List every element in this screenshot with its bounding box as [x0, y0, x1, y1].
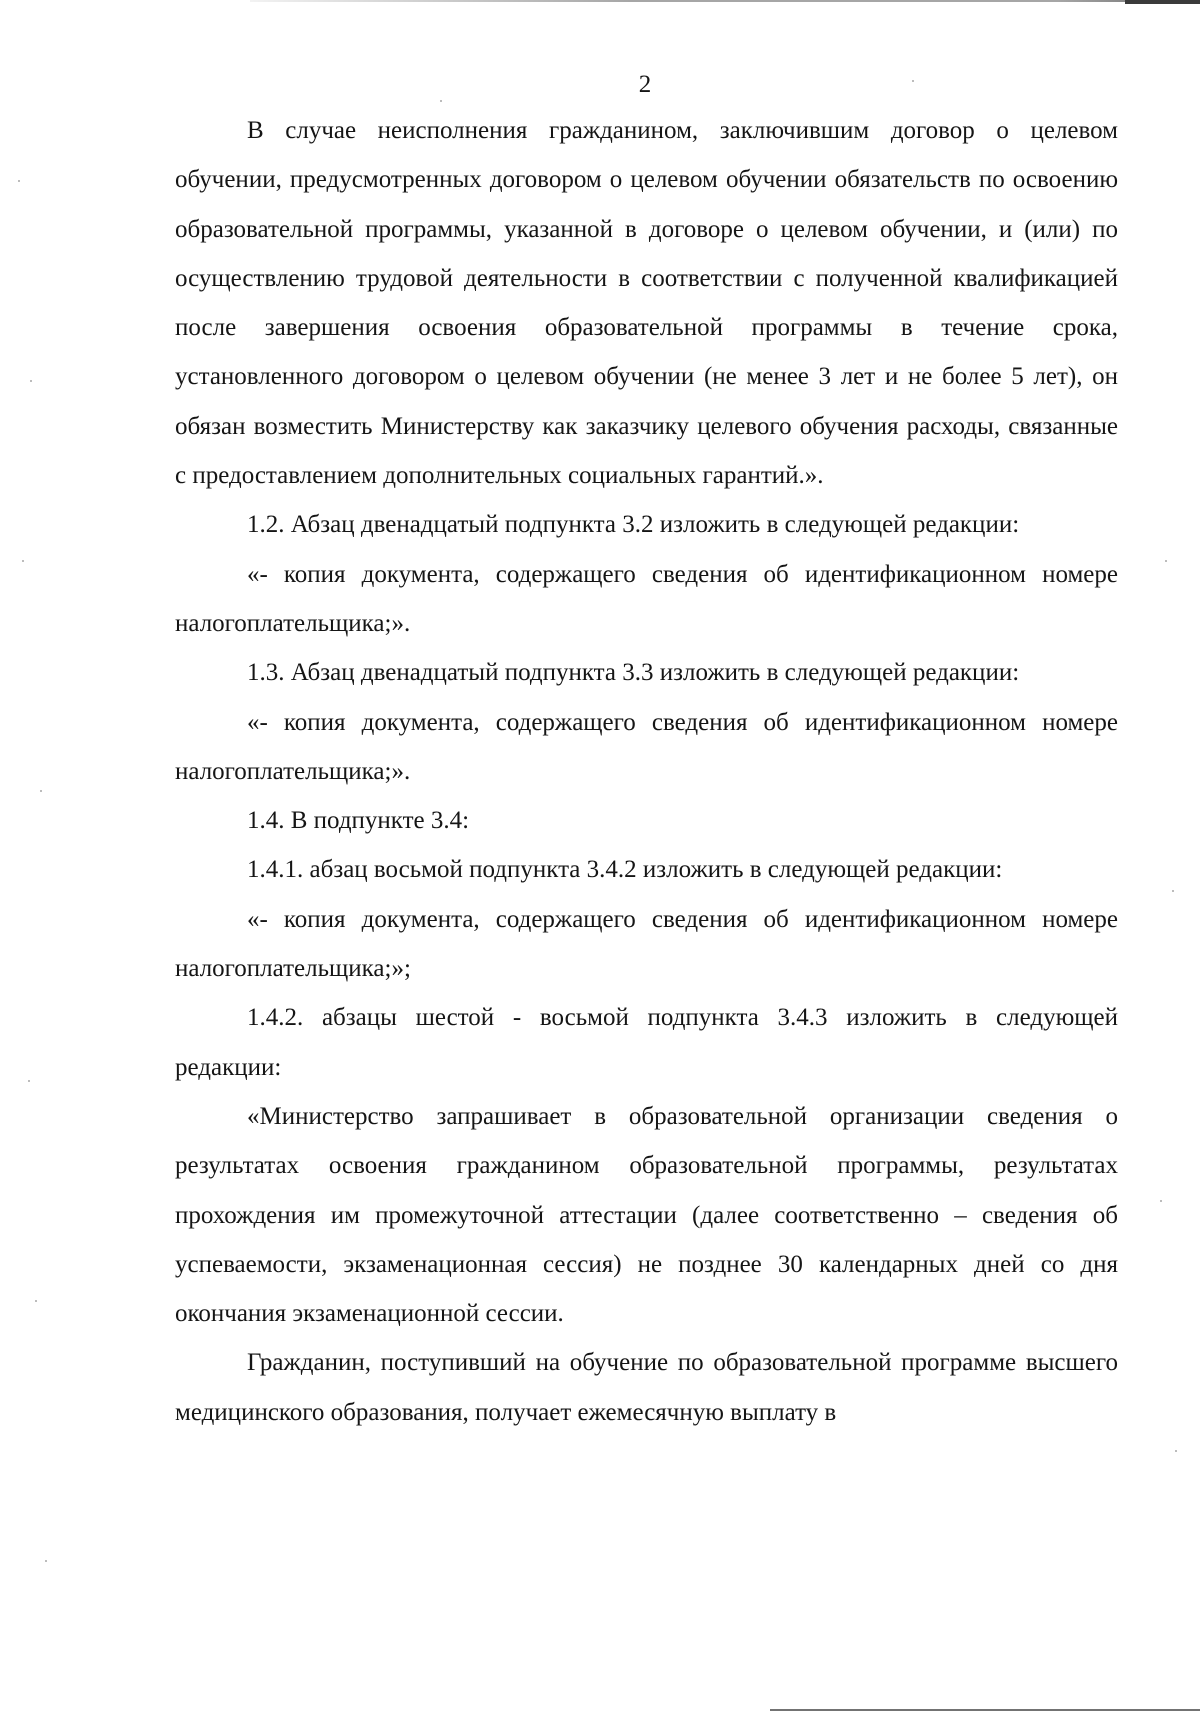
- page-number: 2: [638, 71, 652, 98]
- scan-speck: [30, 380, 32, 382]
- scan-speck: [40, 790, 42, 792]
- scan-speck: [1165, 560, 1167, 562]
- scan-top-edge: [250, 0, 1200, 2]
- paragraph: «Министерство запрашивает в образовательной организации сведения о результатах освоения гражданином образовательной программы, результатах прохождения им промежуточной аттестации (далее соответственно – сведения об успеваемости, экзаменационная сессия) не позднее 30 календарных дней со дня окончания экзаменационной сессии.: [175, 1102, 1118, 1328]
- paragraph: 1.4.2. абзацы шестой - восьмой подпункта 3.4.3 изложить в следующей редакции:: [175, 1004, 1118, 1081]
- scan-speck: [1172, 890, 1174, 892]
- paragraph: 1.2. Абзац двенадцатый подпункта 3.2 изложить в следующей редакции:: [247, 511, 1020, 539]
- scan-speck: [912, 80, 914, 82]
- paragraph: 1.3. Абзац двенадцатый подпункта 3.3 изложить в следующей редакции:: [247, 659, 1020, 687]
- scan-speck: [45, 1560, 47, 1562]
- scan-speck: [35, 1300, 37, 1302]
- paragraph: Гражданин, поступивший на обучение по образовательной программе высшего медицинского образования, получает ежемесячную выплату в: [175, 1349, 1118, 1426]
- scan-speck: [440, 100, 442, 102]
- paragraph: «- копия документа, содержащего сведения об идентификационном номере налогоплательщика;»;: [175, 905, 1118, 983]
- scan-corner-mark: [1125, 0, 1200, 4]
- scan-speck: [22, 560, 24, 562]
- scan-speck: [28, 1080, 30, 1082]
- scan-speck: [1160, 1200, 1162, 1202]
- paragraph: «- копия документа, содержащего сведения об идентификационном номере налогоплательщика;».: [175, 708, 1118, 785]
- scan-speck: [18, 180, 20, 182]
- paragraph: «- копия документа, содержащего сведения об идентификационном номере налогоплательщика;».: [175, 560, 1118, 637]
- document-body: [175, 106, 1118, 1437]
- paragraph: В случае неисполнения гражданином, заключившим договор о целевом обучении, предусмотренных договором о целевом обучении обязательств по освоению образовательной программы, указанной в договоре о целевом обучении, и (или) по осуществлению трудовой деятельности в соответствии с полученной квалификацией после завершения освоения образовательной программы в течение срока, установленного договором о целевом обучении (не менее 3 лет и не более 5 лет), он обязан возместить Министерству как заказчику целевого обучения расходы, связанные с предоставлением дополнительных социальных гарантий.».: [175, 117, 1118, 490]
- paragraph: 1.4. В подпункте 3.4:: [247, 807, 470, 835]
- paragraph: 1.4.1. абзац восьмой подпункта 3.4.2 изложить в следующей редакции:: [247, 856, 1003, 884]
- scan-speck: [1175, 1450, 1177, 1452]
